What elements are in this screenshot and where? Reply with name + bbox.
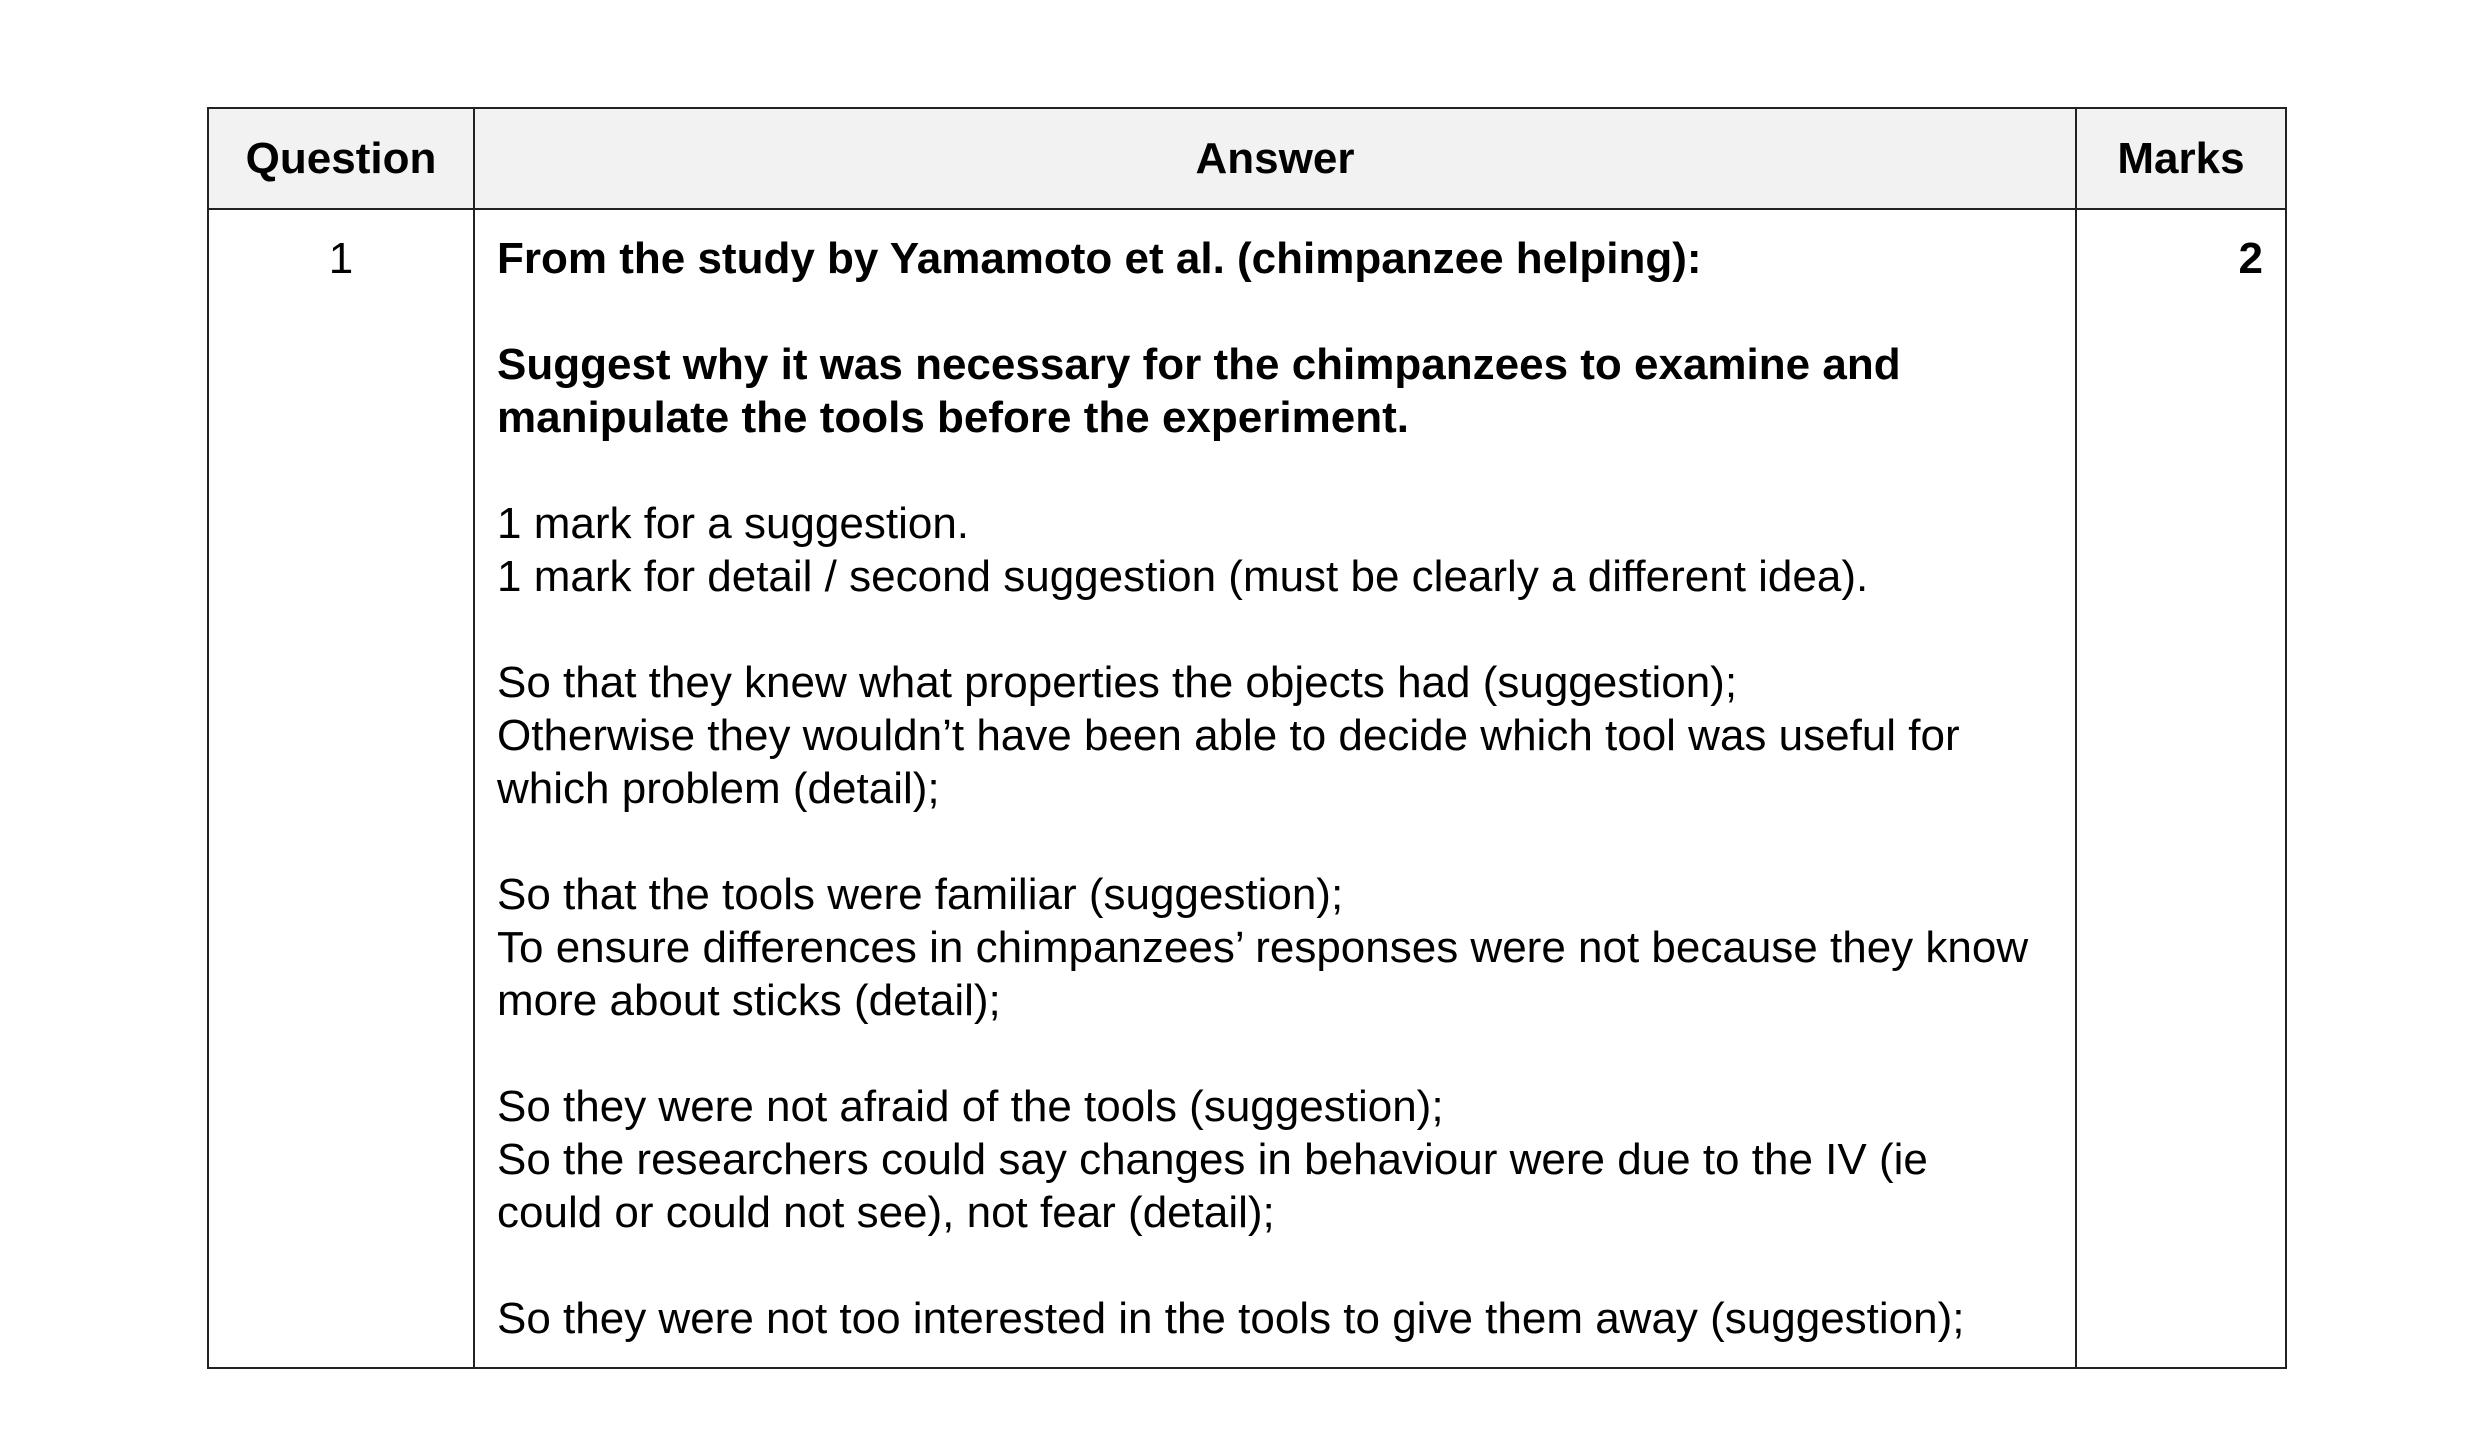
suggestion-text: So they were not afraid of the tools (suggestion); (497, 1082, 1444, 1131)
header-row (208, 108, 2286, 209)
mark-allocation-line: 1 mark for a suggestion. (497, 499, 970, 548)
suggestion-text: So that they knew what properties the objects had (suggestion); (497, 658, 1738, 707)
detail-text: Otherwise they wouldn’t have been able to decide which tool was useful for which problem (detail); (497, 711, 1960, 813)
detail-text: So the researchers could say changes in behaviour were due to the IV (ie could or could not see), not fear (detail); (497, 1135, 1928, 1237)
detail-text: To ensure differences in chimpanzees’ responses were not because they know more about sticks (detail); (497, 923, 2029, 1025)
question-number: 1 (208, 209, 474, 1368)
question-text: Suggest why it was necessary for the chimpanzees to examine and manipulate the tools before the experiment. (497, 340, 1901, 442)
mark-scheme-table (207, 107, 2287, 1369)
marks-value: 2 (2076, 209, 2286, 1368)
answer-column-header: Answer (474, 108, 2076, 209)
answer-point (497, 1292, 2035, 1345)
mark-allocation (497, 497, 2035, 603)
study-intro: From the study by Yamamoto et al. (chimpanzee helping): (497, 234, 1702, 283)
answer-point (497, 1080, 2035, 1239)
marks-column-header: Marks (2076, 108, 2286, 209)
table-row (208, 209, 2286, 1368)
question-column-header: Question (208, 108, 474, 209)
answer-point (497, 656, 2035, 815)
suggestion-text: So that the tools were familiar (suggestion); (497, 870, 1344, 919)
mark-allocation-line: 1 mark for detail / second suggestion (must be clearly a different idea). (497, 552, 1869, 601)
answer-cell (474, 209, 2076, 1368)
suggestion-text: So they were not too interested in the tools to give them away (suggestion); (497, 1294, 1965, 1343)
answer-point (497, 868, 2035, 1027)
